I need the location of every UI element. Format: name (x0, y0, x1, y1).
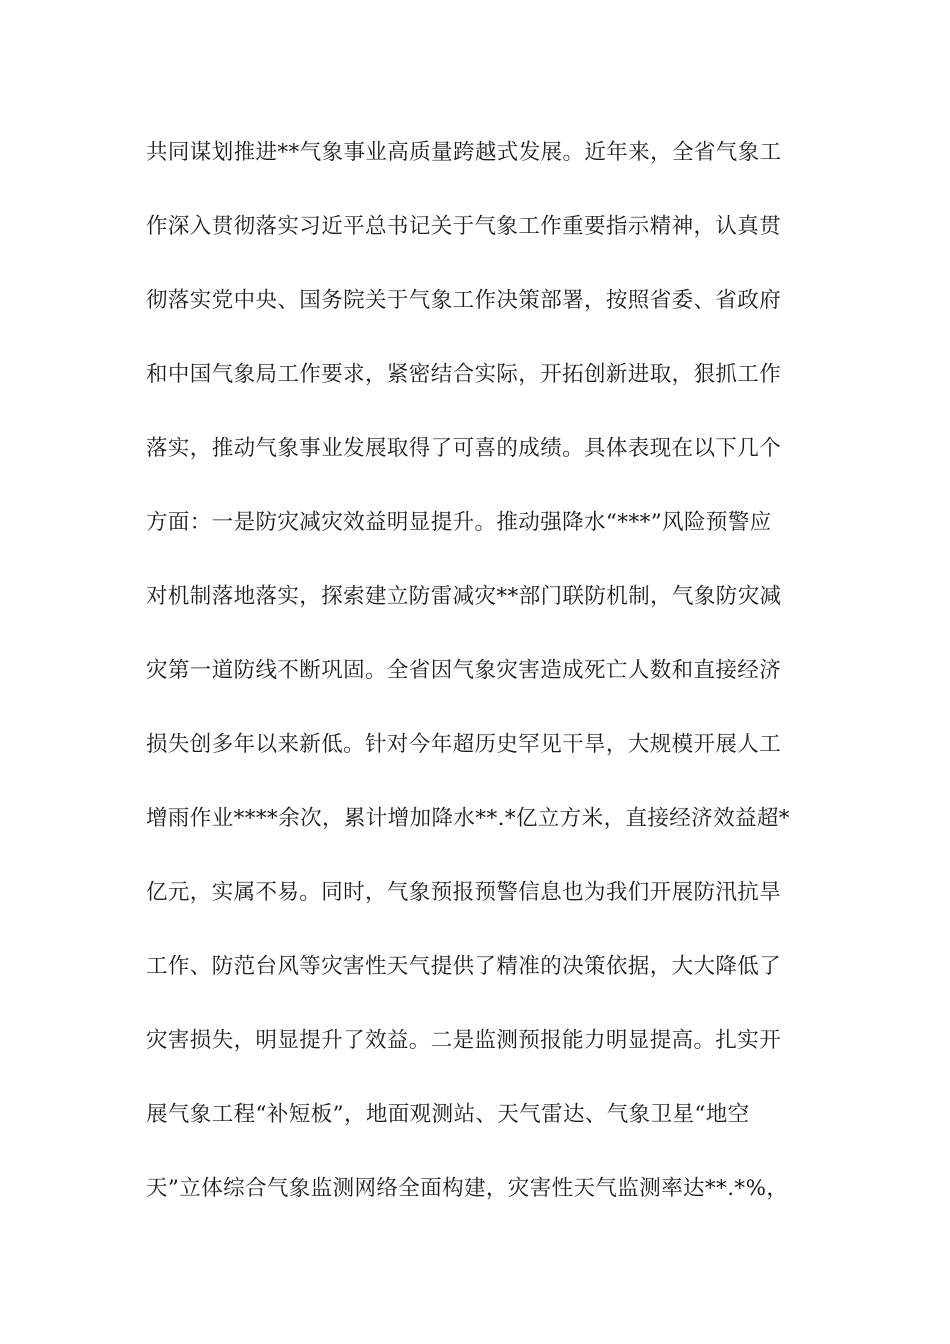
body-text (146, 131, 816, 1241)
text-line-2: 作深入贯彻落实习近平总书记关于气象工作重要指示精神，认真贯 (146, 214, 782, 239)
text-line-10: 增雨作业****余次，累计增加降水**.*亿立方米，直接经济效益超* (146, 806, 790, 831)
text-line-15: 天”立体综合气象监测网络全面构建，灾害性天气监测率达**.*%， (146, 1176, 789, 1201)
text-line-11: 亿元，实属不易。同时，气象预报预警信息也为我们开展防汛抗旱 (146, 880, 782, 905)
text-line-9: 损失创多年以来新低。针对今年超历史罕见干旱，大规模开展人工 (146, 732, 782, 757)
text-line-5: 落实，推动气象事业发展取得了可喜的成绩。具体表现在以下几个 (146, 436, 782, 461)
text-line-14: 展气象工程“补短板”，地面观测站、天气雷达、气象卫星“地空 (146, 1102, 750, 1127)
text-line-12: 工作、防范台风等灾害性天气提供了精准的决策依据，大大降低了 (146, 954, 782, 979)
text-line-6: 方面：一是防灾减灾效益明显提升。推动强降水“***”风险预警应 (146, 510, 772, 535)
text-line-8: 灾第一道防线不断巩固。全省因气象灾害造成死亡人数和直接经济 (146, 658, 782, 683)
text-line-4: 和中国气象局工作要求，紧密结合实际，开拓创新进取，狠抓工作 (146, 362, 782, 387)
text-line-13: 灾害损失，明显提升了效益。二是监测预报能力明显提高。扎实开 (146, 1028, 782, 1053)
text-line-7: 对机制落地落实，探索建立防雷减灾**部门联防机制，气象防灾减 (146, 584, 782, 609)
text-line-1: 共同谋划推进**气象事业高质量跨越式发展。近年来，全省气象工 (146, 140, 782, 165)
text-line-3: 彻落实党中央、国务院关于气象工作决策部署，按照省委、省政府 (146, 288, 782, 313)
